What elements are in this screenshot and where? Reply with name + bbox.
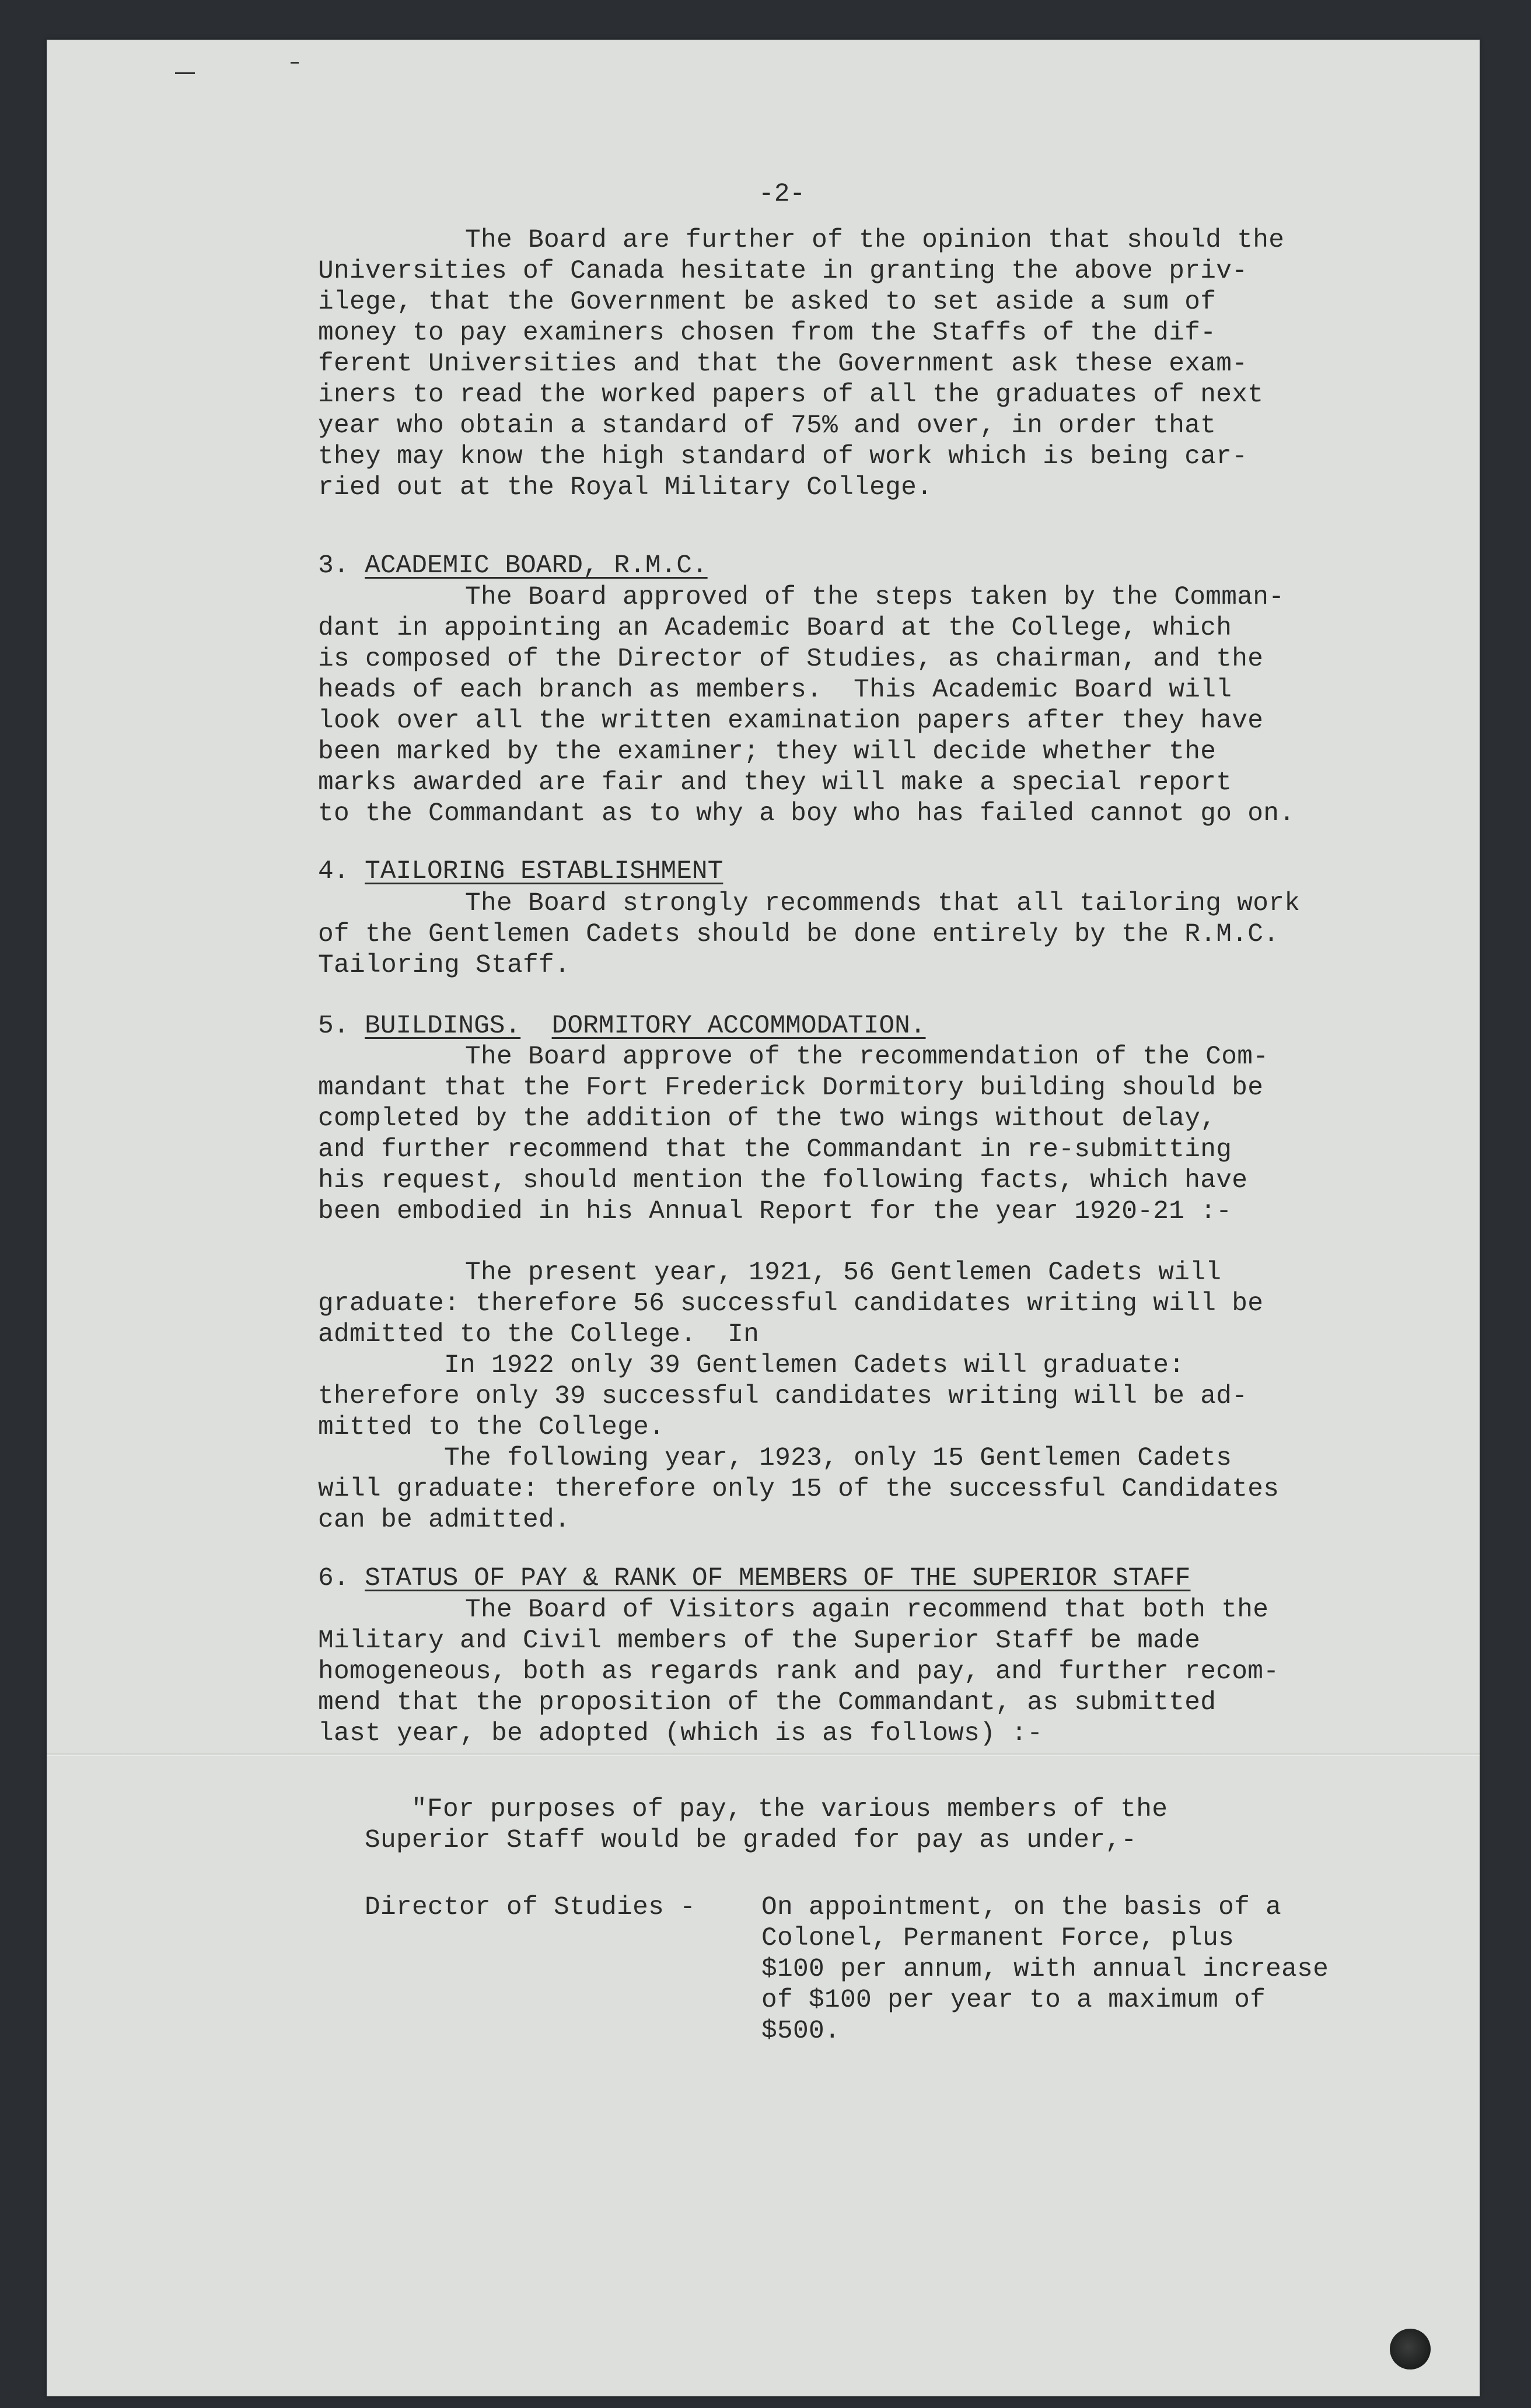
section-4-heading bbox=[318, 856, 723, 887]
section-3-number: 3. bbox=[318, 551, 349, 580]
section-6-number: 6. bbox=[318, 1564, 349, 1593]
section-5-title-buildings: BUILDINGS. bbox=[365, 1012, 521, 1041]
page-number: -2- bbox=[758, 180, 806, 209]
margin-mark bbox=[175, 72, 195, 74]
section-5-number: 5. bbox=[318, 1012, 349, 1041]
director-terms: On appointment, on the basis of a Colonel, Permanent Force, plus $100 per annum, with annual increase of $100 per year to a maximum of $500. bbox=[761, 1893, 1329, 2046]
quoted-proposition: "For purposes of pay, the various members of the Superior Staff would be graded for pay as under,- bbox=[365, 1795, 1168, 1855]
section-3-body: The Board approved of the steps taken by the Comman- dant in appointing an Academic Board at the College, which is composed of the Director of Studies, as chairman, and the heads of each branch as members. This Academic Board will look over all the written examination papers after they have been marked by the examiner; they will decide whether the marks awarded are fair and they will make a special report to the Commandant as to why a boy who has failed cannot go on. bbox=[318, 583, 1295, 828]
section-3-title: ACADEMIC BOARD, R.M.C. bbox=[365, 551, 708, 580]
section-6-heading bbox=[318, 1563, 1190, 1594]
section-4-body: The Board strongly recommends that all tailoring work of the Gentlemen Cadets should be done entirely by the R.M.C. Tailoring Staff. bbox=[318, 889, 1301, 980]
margin-mark bbox=[291, 62, 299, 64]
director-label: Director of Studies - bbox=[365, 1893, 696, 1922]
section-6-body: The Board of Visitors again recommend that both the Military and Civil members of the Superior Staff be made homogeneous, both as regards rank and pay, and further recom- mend that the proposition of the Commandant, as submitted last year, be adopted (which is as follows) :- bbox=[318, 1595, 1280, 1748]
paper-fold bbox=[47, 1754, 1480, 1756]
section-3-heading bbox=[318, 551, 708, 582]
section-6-title: STATUS OF PAY & RANK OF MEMBERS OF THE SUPERIOR STAFF bbox=[365, 1564, 1191, 1593]
section-5-body: The Board approve of the recommendation of the Com- mandant that the Fort Frederick Dormitory building should be completed by the addition of the two wings without delay, and further recommend that the Commandant in re-submitting his request, should mention the following facts, which have been embodied in his Annual Report for the year 1920-21 :- bbox=[318, 1042, 1269, 1226]
paragraph-opinion: The Board are further of the opinion that should the Universities of Canada hesitate in granting the above priv- ilege, that the Government be asked to set aside a sum of money to pay examiners chosen from the Staffs of the dif- ferent Universities and that the Government ask these exam- iners to read the worked papers of all the graduates of next year who obtain a standard of 75% and over, in order that they may know the high standard of work which is being car- ried out at the Royal Military College. bbox=[318, 226, 1285, 502]
section-5-facts: The present year, 1921, 56 Gentlemen Cadets will graduate: therefore 56 successful candidates writing will be admitted to the College. In In 1922 only 39 Gentlemen Cadets will graduate: therefore only 39 successful candidates writing will be ad- mitted to the College. The following year, 1923, only 15 Gentlemen Cadets will graduate: therefore only 15 of the successful Candidates can be admitted. bbox=[318, 1258, 1280, 1535]
binder-hole bbox=[1390, 2329, 1431, 2370]
section-5-heading bbox=[318, 1011, 926, 1042]
document-page bbox=[47, 40, 1480, 2396]
section-5-title-dormitory: DORMITORY ACCOMMODATION. bbox=[551, 1012, 926, 1041]
section-4-number: 4. bbox=[318, 857, 349, 886]
section-4-title: TAILORING ESTABLISHMENT bbox=[365, 857, 723, 886]
